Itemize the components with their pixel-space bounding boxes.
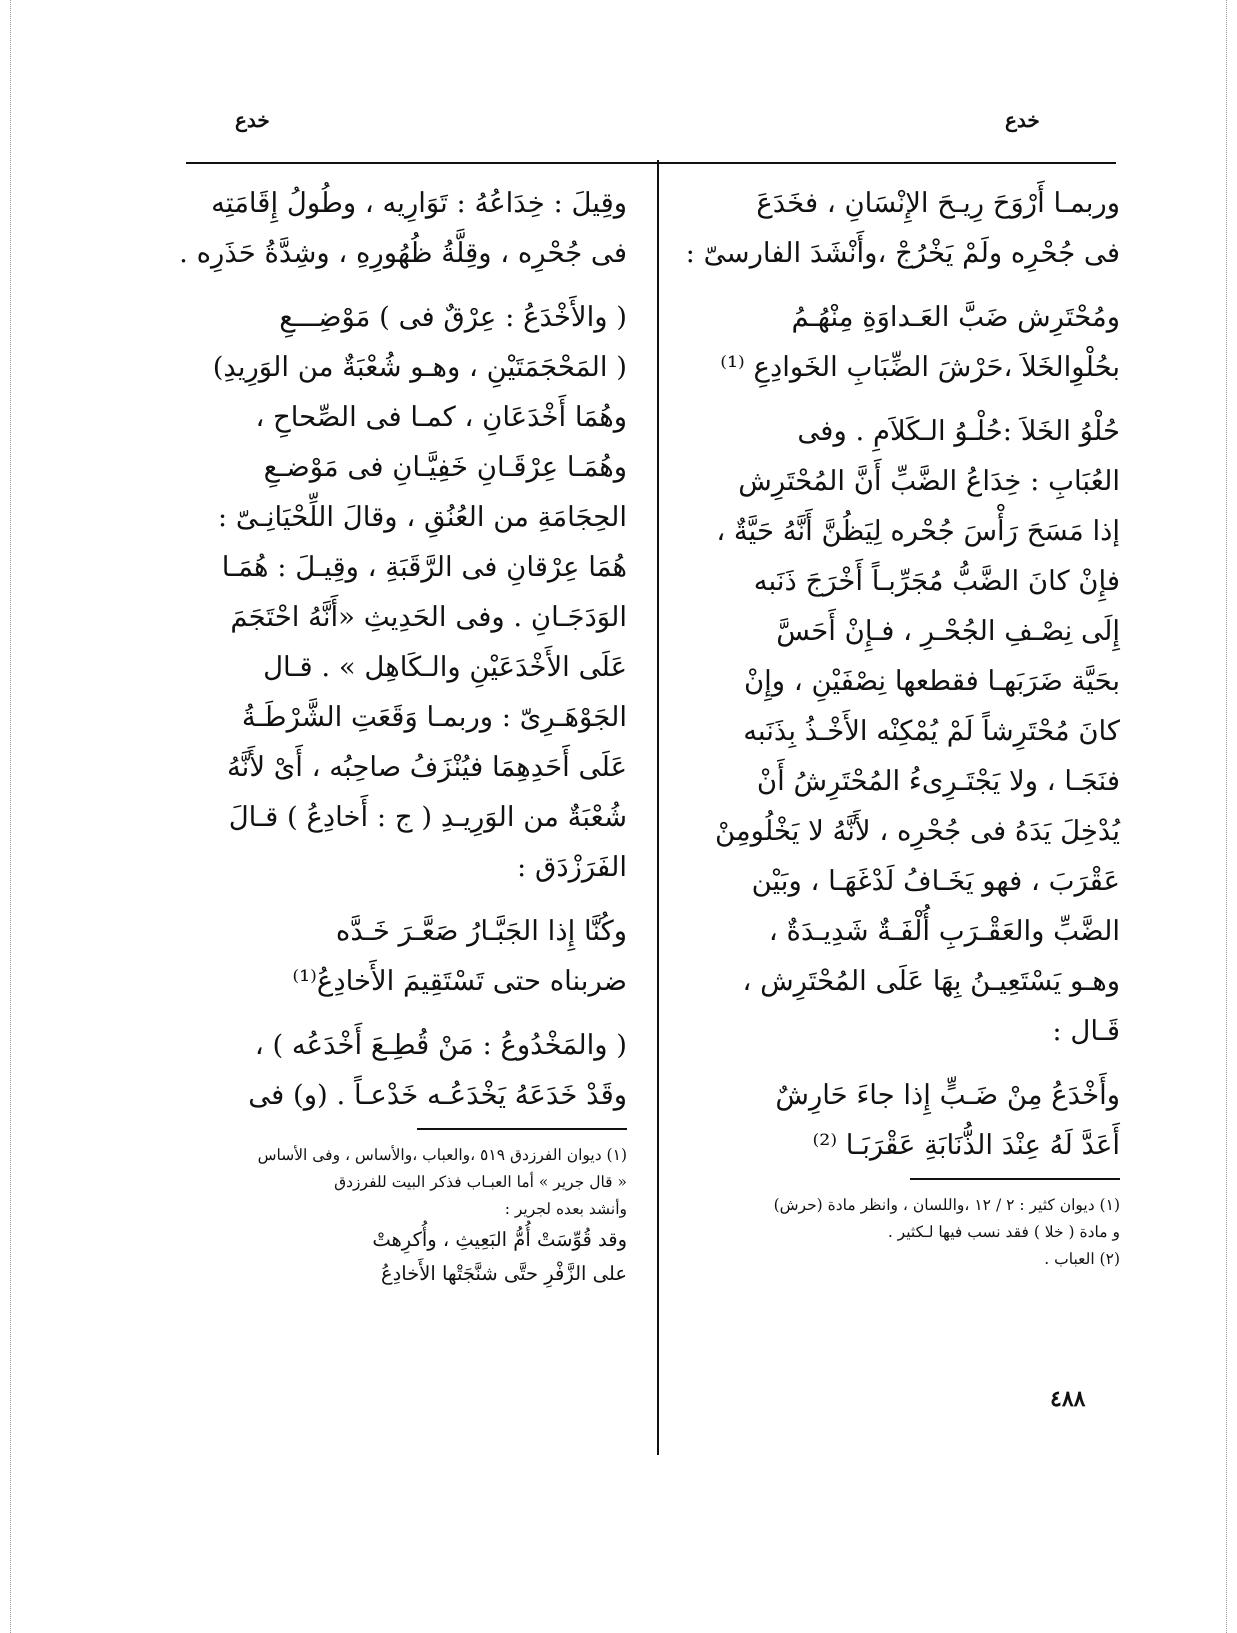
column-divider <box>657 160 659 1455</box>
footnote-line: و مادة ( خلا ) فقد نسب فيها لـكثير . <box>887 1223 1120 1241</box>
text-line: كانَ مُحْتَرِشاً لَمْ يُمْكِنْه الأَخْـذُ بِذَنَبه <box>743 715 1120 747</box>
verse-line: ضربناه حتى تَسْتَقِيمَ الأَخادِعُ⁽¹⁾ <box>292 965 627 997</box>
text-line: وهـو يَسْتَعِيـنُ بِهَا عَلَى المُحْتَرِش ، <box>742 965 1120 997</box>
verse-line: أَعَدَّ لَهُ عِنْدَ الذُّنَابَةِ عَقْرَبَـا ⁽²⁾ <box>812 1129 1120 1161</box>
text-line: إِلَى نِصْـفِ الجُحْـرِ ، فـإِنْ أَحَسَّ <box>776 615 1120 647</box>
left-column <box>180 178 627 1291</box>
text-line: حُلْوُ الخَلاَ :حُلْـوُ الـكَلاَمِ . وفى <box>797 415 1120 447</box>
footnote-line: (١) ديوان الفرزدق ٥١٩ ،والعباب ،والأساس ، وفى الأساس <box>257 1146 627 1164</box>
footnote-line: « قال جرير » أما العبـاب فذكر البيت للفرزدق <box>334 1173 627 1191</box>
text-line: إذا مَسَحَ رَأْسَ جُحْره لِيَظُنَّ أَنَّهُ حَيَّةٌ ، <box>716 515 1120 547</box>
text-line: عَلَى الأَخْدَعَيْنِ والـكَاهِل » . قـال <box>263 651 627 683</box>
text-line: وربمـا أَرْوَحَ رِيـحَ الإِنْسَانِ ، فخَدَعَ <box>756 187 1120 219</box>
text-line: يُدْخِلَ يَدَهُ فى جُحْرِه ، لأَنَّهُ لا يَخْلُومِنْ <box>714 815 1120 847</box>
text-line: ( المَحْجَمَتَيْنِ ، وهـو شُعْبَةٌ من الوَرِيدِ) <box>212 351 627 383</box>
text-line: وقَدْ خَدَعَهُ يَخْدَعُـه خَدْعـاً . (و) فى <box>248 1079 627 1111</box>
running-head-right: خدع <box>1005 108 1040 132</box>
text-line: الوَدَجَـانِ . وفى الحَدِيثِ «أَنَّهُ احْتَجَمَ <box>230 601 627 633</box>
text-line: عَلَى أَحَدِهِمَا فيُنْزَفُ صاحِبُه ، أَىْ لأَنَّهُ <box>226 751 627 783</box>
text-line: الضَّبِّ والعَقْـرَبِ أُلْفَـةٌ شَدِيـدَةٌ ، <box>768 915 1120 947</box>
text-line: ( والأَخْدَعُ : عِرْقٌ فى ) مَوْضِـــعِ <box>279 301 627 333</box>
footnote-rule <box>417 1128 627 1130</box>
verse-line: وكُنَّا إِذا الجَبَّـارُ صَعَّـرَ خَـدَّه <box>335 915 627 947</box>
footnote-line: (٢) العباب . <box>1044 1250 1120 1268</box>
text-line: الفَرَزْدَق : <box>517 851 627 883</box>
text-line: الحِجَامَةِ من العُنُقِ ، وقالَ اللِّحْيَانِـىّ : <box>217 501 627 533</box>
verse-line: ومُحْتَرِش ضَبَّ العَـداوَةِ مِنْهُـمُ <box>791 301 1120 333</box>
text-line: ( والمَخْدُوعُ : مَنْ قُطِـعَ أَخْدَعُه ) ، <box>254 1029 627 1061</box>
footnote-verse-line: وقد قُوِّسَتْ أُمُّ البَعِيثِ ، وأُكرِهتْ <box>372 1228 627 1251</box>
verse-line: بحُلْوِالخَلاَ ،حَرْشَ الضِّبَابِ الخَوادِعِ ⁽¹⁾ <box>720 351 1120 383</box>
text-line: وقِيلَ : خِدَاعُهُ : تَوَارِيه ، وطُولُ إِقَامَتِه <box>211 187 627 219</box>
text-line: بحَيَّة ضَرَبَهـا فقطعها نِصْفَيْنِ ، وإِنْ <box>743 665 1120 697</box>
text-line: عَقْرَبَ ، فهو يَخَـافُ لَدْغَهَـا ، وبَيْن <box>751 865 1120 897</box>
text-line: قَـال : <box>1052 1015 1120 1047</box>
running-head-left: خدع <box>235 108 270 132</box>
footnote-verse-line: على الزَّفْرِ حتَّى شنَّجَتْها الأَخادِعُ <box>380 1262 627 1285</box>
text-line: الجَوْهَـرِىّ : وربمـا وَقَعَتِ الشَّرْطَـةُ <box>241 701 627 733</box>
footnote-rule <box>910 1178 1120 1180</box>
page-number: ٤٨٨ <box>1050 1386 1086 1412</box>
left-margin-dots <box>10 0 11 1633</box>
text-line: فنَجَـا ، ولا يَجْتَـرِىءُ المُحْتَرِشُ أَنْ <box>756 765 1120 797</box>
verse-line: وأَخْدَعُ مِنْ ضَـبٍّ إِذا جاءَ حَارِشٌ <box>775 1079 1120 1111</box>
right-column <box>675 178 1120 1273</box>
text-line: وهُمَا أَخْدَعَانِ ، كمـا فى الصِّحاحِ ، <box>255 401 627 433</box>
right-margin-dots <box>1226 0 1227 1633</box>
header-rule <box>186 162 1116 164</box>
text-line: فإِنْ كانَ الضَّبُّ مُجَرِّبـاً أَخْرَجَ ذَنَبه <box>753 565 1120 597</box>
text-line: هُمَا عِرْقانِ فى الرَّقَبَةِ ، وقِيـلَ : هُمَـا <box>221 551 627 583</box>
footnote-line: (١) ديوان كثير : ٢ / ١٢ ،واللسان ، وانظر مادة (حرش) <box>773 1196 1120 1214</box>
text-line: شُعْبَةٌ من الوَرِيـدِ ( ج : أَخادِعُ ) قـالَ <box>228 801 627 833</box>
text-line: فى جُحْرِه ، وقِلَّةُ ظُهُورِهِ ، وشِدَّةُ حَذَرِه . <box>179 237 627 269</box>
text-line: فى جُحْرِه ولَمْ يَخْرُجْ ،وأَنْشَدَ الفارسىّ : <box>685 237 1120 269</box>
text-line: العُبَابِ : خِدَاعُ الضَّبِّ أَنَّ المُحْتَرِش <box>738 465 1120 497</box>
text-line: وهُمَـا عِرْقَـانِ خَفِيَّـانِ فى مَوْضـعِ <box>263 451 627 483</box>
footnote-line: وأنشد بعده لجرير : <box>504 1200 627 1218</box>
